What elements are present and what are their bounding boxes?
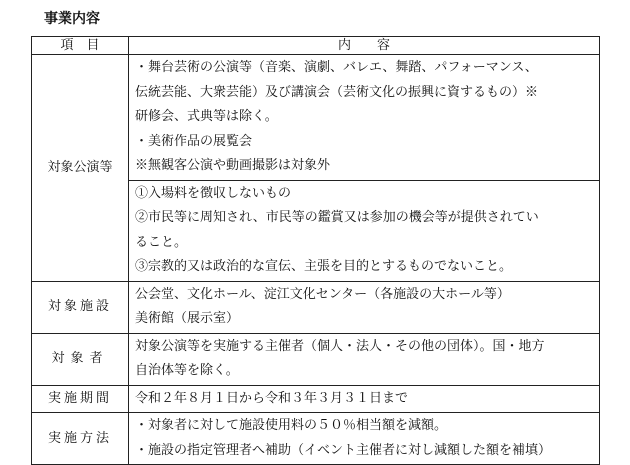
table-row-target-persons (32, 333, 600, 385)
content-line: ・施設の指定管理者へ補助（イベント主催者に対し減額した額を補填） (135, 442, 552, 458)
content-line: 伝統芸能、大衆芸能）及び講演会（芸術文化の振興に資するもの）※ (135, 84, 539, 100)
condition-line: ①入場料を徴収しないもの (135, 185, 292, 201)
table-row-method (32, 413, 600, 465)
condition-line: ること。 (135, 234, 188, 250)
content-line: ・美術作品の展覧会 (135, 133, 253, 149)
condition-line: ②市民等に周知され、市民等の鑑賞又は参加の機会等が提供されてい (135, 210, 539, 225)
content-line: ※無観客公演や動画撮影は対象外 (135, 158, 331, 173)
target-performances-conditions (129, 180, 600, 281)
row-label-period: 実施期間 (32, 385, 129, 413)
row-label-target-performances: 対象公演等 (32, 55, 129, 282)
target-persons-content (129, 333, 600, 385)
content-line: 公会堂、文化ホール、淀江文化センター（各施設の大ホール等） (135, 286, 510, 302)
row-label-target-facilities: 対象施設 (32, 281, 129, 333)
content-line: 美術館（展示室） (135, 311, 240, 326)
content-line: ・対象者に対して施設使用料の５０％相当額を減額。 (135, 418, 448, 433)
table-row-target-facilities (32, 281, 600, 333)
condition-line: ③宗教的又は政治的な宣伝、主張を目的とするものでないこと。 (135, 259, 513, 274)
target-facilities-content (129, 281, 600, 333)
header-content: 内 容 (129, 37, 600, 55)
business-content-table (31, 36, 600, 465)
table-row-period (32, 385, 600, 413)
content-line: 令和２年８月１日から令和３年３月３１日まで (135, 390, 409, 406)
target-performances-content (129, 55, 600, 181)
row-label-target-persons: 対象者 (32, 333, 129, 385)
table-row-target-performances-upper (32, 55, 600, 181)
row-label-method: 実施方法 (32, 413, 129, 465)
content-line: 対象公演等を実施する主催者（個人・法人・その他の団体）。国・地方 (135, 338, 545, 354)
content-line: 研修会、式典等は除く。 (135, 109, 278, 124)
section-heading: 事業内容 (44, 11, 100, 27)
method-content (129, 413, 600, 465)
period-content (129, 385, 600, 413)
content-line: 自治体等を除く。 (135, 363, 239, 378)
content-line: ・舞台芸術の公演等（音楽、演劇、バレエ、舞踏、パフォーマンス、 (135, 60, 538, 75)
table-header-row (32, 37, 600, 55)
header-item: 項 目 (32, 37, 129, 55)
